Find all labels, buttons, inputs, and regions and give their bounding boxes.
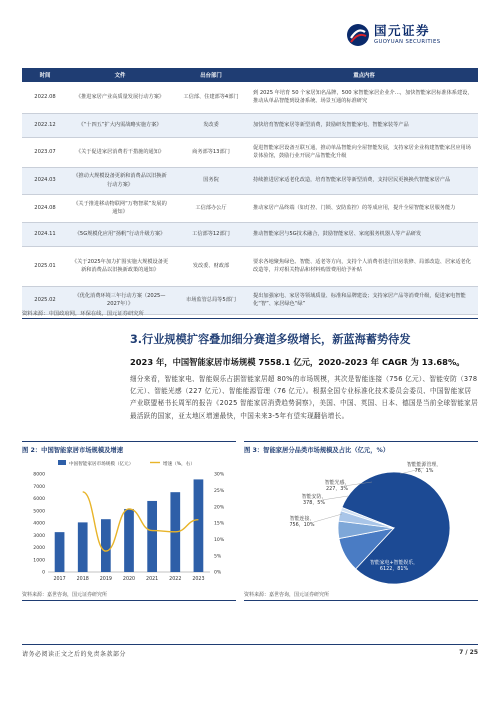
cell-content: 到 2025 年培育 50 个家居知名品牌，500 家智能家居企业介…，加快智能家居标准体系建设，推动从单品智能到设备系统、场景互通的标准研究 <box>250 82 478 113</box>
pie-data-label: 智能安防， 378，5% <box>301 494 327 506</box>
figure-bottom-rule <box>244 600 478 601</box>
x-tick-label: 2019 <box>99 577 112 582</box>
cell-content: 推动智能家居与5G技术融合，鼓励智能家居、家庭服务机器人等产品研发 <box>250 222 478 246</box>
lead-paragraph: 2023 年，中国智能家居市场规模 7558.1 亿元，2020-2023 年 CAGR 为 13.68%。 <box>130 357 465 367</box>
figure2-source: 资料来源：嘉世咨询，国元证券研究所 <box>22 592 108 598</box>
column-header: 重点内容 <box>250 68 478 82</box>
table-row <box>22 194 478 222</box>
cell-department: 商务部等13部门 <box>172 137 250 167</box>
y2-tick-label: 10% <box>214 537 225 543</box>
table-source-note: 资料来源：中国政府网，环保在线，国元证券研究所 <box>22 311 144 317</box>
cell-document: 《关于促进家居消费若干措施的通知》 <box>68 137 172 167</box>
column-header: 时间 <box>22 68 68 82</box>
table-row <box>22 167 478 194</box>
y-tick-label: 2000 <box>33 546 45 552</box>
table-row <box>22 137 478 167</box>
cell-content: 提出加强家电、家居等领域质量、标准和品牌建设；支持家居产品等消费升级，促进家电智能化“智”、家居绿色“绿” <box>250 286 478 314</box>
cell-department: 市场监管总局等5部门 <box>172 286 250 314</box>
growth-line <box>83 492 199 551</box>
x-tick-label: 2018 <box>76 577 89 582</box>
footer-disclaimer: 请务必阅读正文之后的免责条款部分 <box>22 651 127 658</box>
category-pie-chart <box>244 456 478 588</box>
y-tick-label: 8000 <box>33 472 45 478</box>
cell-department: 发改委、财政部 <box>172 246 250 286</box>
cell-document: 《关于推进移动物联网“万物智联”发展的通知》 <box>68 194 172 222</box>
bar <box>194 479 204 572</box>
cell-content: 加快培育智能家居等新型消费，鼓励研发智能家电、智能家装等产品 <box>250 113 478 137</box>
pie-data-label: 智能家电+智能娱乐， 6122，81% <box>369 560 419 572</box>
y-tick-label: 3000 <box>33 533 45 539</box>
pie-data-label: 智能连接， 756，10% <box>289 516 315 528</box>
footer-rule <box>22 644 478 645</box>
table-row <box>22 113 478 137</box>
column-header: 文件 <box>68 68 172 82</box>
cell-document: 《“十四五”扩大内需战略实施方案》 <box>68 113 172 137</box>
y2-tick-label: 15% <box>214 521 225 527</box>
bar <box>124 509 134 572</box>
cell-time: 2024.08 <box>22 194 68 222</box>
cell-document: 《5G规模化应用“扬帆”行动升级方案》 <box>68 222 172 246</box>
y-tick-label: 1000 <box>33 558 45 564</box>
cell-document: 《推进家居产业高质量发展行动方案》 <box>68 82 172 113</box>
cell-time: 2022.08 <box>22 82 68 113</box>
cell-content: 促进智能家居设备互联互通，推动单品智能向全屋智能发展，支持家居企业构建智能家居应用场景体验馆，鼓励行业开展产品智能化升级 <box>250 137 478 167</box>
legend-label: 增速（%，右） <box>163 462 195 467</box>
figure3-title: 图 3：智能家居分品类市场规模及占比（亿元，%） <box>244 447 390 454</box>
cell-department: 国务院 <box>172 167 250 194</box>
page-number: 7 / 25 <box>459 649 478 656</box>
cell-content: 要求各地聚焦绿色、智能、适老等方向，支持个人消费者进行旧房装修、局部改造、居家适老化改造等，并对相关物品和材料购置费用给予补贴 <box>250 246 478 286</box>
figure2-title: 图 2：中国智能家居市场规模及增速 <box>22 447 124 454</box>
x-tick-label: 2022 <box>169 577 182 582</box>
cell-content: 持续推进居家适老化改造，培育智能家居等新型消费，支持居民更换换代智能家居产品 <box>250 167 478 194</box>
bar <box>78 522 88 572</box>
y-tick-label: 4000 <box>33 521 45 527</box>
cell-time: 2024.11 <box>22 222 68 246</box>
table-row <box>22 82 478 113</box>
y-tick-label: 5000 <box>33 509 45 515</box>
bar <box>147 501 157 572</box>
legend-swatch-bar <box>58 460 66 465</box>
cell-department: 发改委 <box>172 113 250 137</box>
divider <box>22 318 478 319</box>
bar <box>101 519 111 572</box>
cell-time: 2023.07 <box>22 137 68 167</box>
x-tick-label: 2020 <box>122 577 136 582</box>
logo-mark-icon <box>346 23 370 47</box>
y2-tick-label: 5% <box>214 554 222 560</box>
y-tick-label: 6000 <box>33 497 45 503</box>
legend-label: 中国智能家居市场规模（亿元） <box>69 462 134 467</box>
cell-document: 《优化消费环境三年行动方案（2025—2027年）》 <box>68 286 172 314</box>
cell-time: 2025.02 <box>22 286 68 314</box>
y2-tick-label: 25% <box>214 488 225 494</box>
x-tick-label: 2021 <box>146 577 159 582</box>
y-tick-label: 7000 <box>33 484 45 490</box>
cell-content: 推动家居产品终端（如灯控、门锁、安防监控）的等成应用，提升全屋智能家居服务能力 <box>250 194 478 222</box>
y2-tick-label: 0% <box>214 570 222 576</box>
x-tick-label: 2017 <box>53 577 66 582</box>
logo-english: GUOYUAN SECURITIES <box>374 39 441 45</box>
cell-time: 2024.03 <box>22 167 68 194</box>
cell-department: 工信部、住建部等4部门 <box>172 82 250 113</box>
y-tick-label: 0 <box>42 570 45 576</box>
policy-table <box>22 68 478 315</box>
figure3-source: 资料来源：嘉世咨询，国元证券研究所 <box>244 592 330 598</box>
figure-top-rule <box>244 441 478 442</box>
logo-chinese: 国元证券 <box>374 23 431 38</box>
cell-time: 2025.01 <box>22 246 68 286</box>
table-row <box>22 246 478 286</box>
page-header <box>0 0 500 52</box>
bar <box>55 532 65 572</box>
leader-line <box>314 514 342 522</box>
cell-document: 《关于2025年加力扩围实施大规模设备更新和消费品以旧换新政策的通知》 <box>68 246 172 286</box>
column-header: 出台部门 <box>172 68 250 82</box>
figure-top-rule <box>22 441 236 442</box>
market-size-chart <box>22 456 236 588</box>
cell-time: 2022.12 <box>22 113 68 137</box>
body-paragraph: 细分来看，智能家电、智能娱乐占据智能家居超 80%的市场规模，其次是智能连接（756 亿元）、智能安防（378 亿元）、智能光感（227 亿元）、智能能源管理（76 亿元）。根据全国专业标准化技术委员会委员、中国智能家居产业联盟秘书长周军的报告《2025 智能家居消费趋势洞察》，美国、中国、英国、日本、德国是当前全球智能家居最活跃的国家，亚太地区增速最快，中国未来3-5年有望实现翻倍增长。 <box>130 375 478 420</box>
pie-data-label: 智能光感， 227，3% <box>324 480 350 492</box>
y2-tick-label: 30% <box>214 472 225 478</box>
cell-department: 工信部办公厅 <box>172 194 250 222</box>
company-logo <box>346 22 486 48</box>
pie-data-label: 智能能源管理， 76，1% <box>406 462 442 474</box>
table-row <box>22 222 478 246</box>
x-tick-label: 2023 <box>192 577 205 582</box>
section-title: 3.行业规模扩容叠加细分赛道多级增长，新蓝海蓄势待发 <box>130 333 411 346</box>
cell-document: 《推动大规模设备更新和消费品以旧换新行动方案》 <box>68 167 172 194</box>
figure-bottom-rule <box>22 600 236 601</box>
cell-department: 工信部等12部门 <box>172 222 250 246</box>
y2-tick-label: 20% <box>214 505 225 511</box>
table-header-row <box>22 68 478 82</box>
